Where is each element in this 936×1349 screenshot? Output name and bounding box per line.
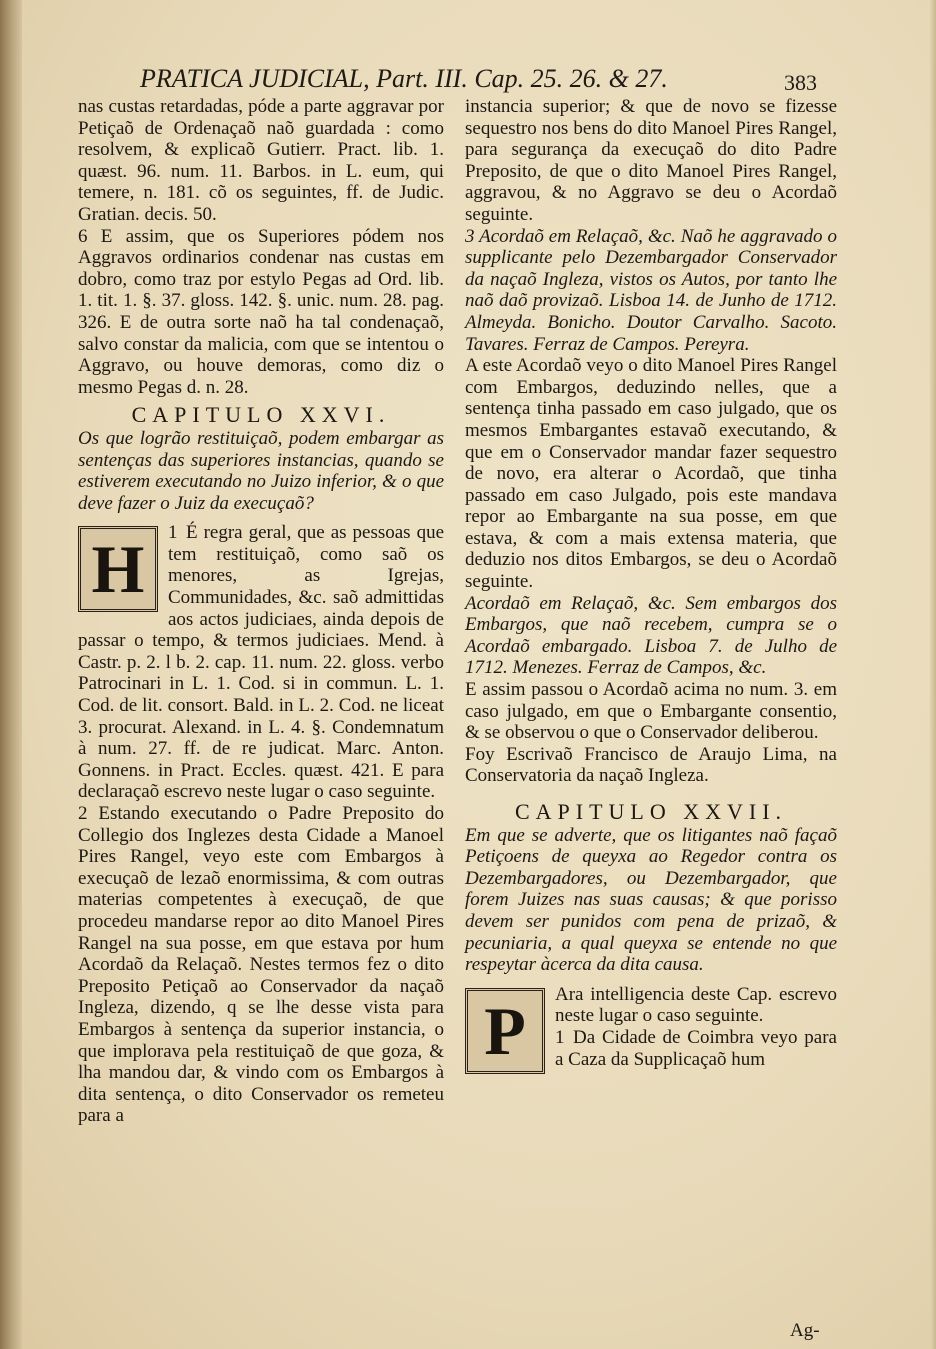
spacer: [465, 787, 837, 795]
chapter-27-intro-text: Ara intelligencia deste Cap. escrevo neste lugar o caso seguinte.: [555, 983, 837, 1027]
acordao-embargos-paragraph: Acordaõ em Relaçaõ, &c. Sem embargos dos Embargos, que naõ recebem, cumpra se o Acordaõ embargado. Lisboa 7. de Julho de 1712. Menezes. Ferraz de Campos, &c.: [465, 592, 837, 679]
left-column: [78, 96, 444, 1127]
paragraph-number: 1: [168, 522, 178, 544]
catchword: Ag-: [790, 1320, 820, 1341]
left-paragraph-continued: nas custas retardadas, póde a parte aggravar por Petiçaõ de Ordenaçaõ naõ guardada : como resolvem, & explicaõ Gutierr. Pract. lib. 1. quæst. 96. num. 11. Barbos. in L. eum, qui temere, n. 181. cõ os seguintes, ff. de Judic. Gratian. decis. 50.: [78, 96, 444, 225]
right-column: [465, 96, 837, 1076]
right-paragraph-continued: instancia superior; & que de novo se fizesse sequestro nos bens do dito Manoel Pires Rangel, para segurança da execuçaõ do dito Padre Preposito, de que o dito Manoel Pires Rangel, aggravou, & no Aggravo se deu o Acordaõ seguinte.: [465, 96, 837, 225]
drop-cap-ornament-icon: H: [78, 526, 158, 612]
chapter-26-summary: Os que logrão restituiçaõ, podem embargar as sentenças das superiores instancias, quando se estiverem executando no Juizo inferior, & o que deve fazer o Juiz da execuçaõ?: [78, 427, 444, 514]
left-paragraph-6: 6 E assim, que os Superiores pódem nos Aggravos ordinarios condenar nas custas em dobro, como traz por estylo Pegas ad Ord. lib. 1. tit. 1. §. 37. gloss. 142. §. unic. num. 28. pag. 326. E de outra sorte naõ ha tal condenaçaõ, salvo constar da malicia, com que se intentou o Aggravo, ou houve demoras, como diz o mesmo Pegas d. n. 28.: [78, 225, 444, 398]
paragraph-text: Da Cidade de Coimbra veyo para a Caza da Supplicaçaõ hum: [555, 1026, 837, 1070]
chapter-26-paragraph-1: [78, 522, 444, 803]
escrivao-paragraph: Foy Escrivaõ Francisco de Araujo Lima, na Conservatoria da naçaõ Ingleza.: [465, 743, 837, 787]
spacer: [465, 976, 837, 984]
assim-paragraph: E assim passou o Acordaõ acima no num. 3. em caso julgado, em que o Embargante consentio, & se observou o que o Conservador deliberou.: [465, 679, 837, 744]
chapter-27-title: CAPITULO XXVII.: [514, 799, 788, 824]
chapter-27-summary: Em que se adverte, que os litigantes naõ façaõ Petiçoens de queyxa ao Regedor contra os Dezembargadores, ou Dezembargador, que forem Juizes nas suas causas; & que porisso devem ser punidos com pena de prizaõ, & pecuniaria, a qual queyxa se entende no que respeytar àcerca da dita causa.: [465, 824, 837, 976]
book-binding-shadow: [0, 0, 22, 1349]
drop-cap-ornament-icon: P: [465, 988, 545, 1074]
chapter-26-title: CAPITULO XXVI.: [131, 402, 391, 428]
chapter-26-paragraph-2: 2 Estando executando o Padre Preposito do Collegio dos Inglezes desta Cidade a Manoel Pires Rangel, veyo este com Embargos à execuçaõ de lezaõ enormissima, & com outras materias competentes à execuçaõ, de que procedeu mandarse repor ao dito Manoel Pires Rangel na sua posse, em que estava por hum Acordaõ da Relaçaõ. Nestes termos fez o dito Preposito Petiçaõ ao Conservador da naçaõ Ingleza, dizendo, q se lhe desse vista para Embargos à sentença da superior instancia, o que implorava pela restituiçaõ de que goza, & lha mandou dar, & vindo com os Embargos à dita sentença, o dito Conservador os remeteu para a: [78, 803, 444, 1127]
page-number: 383: [784, 70, 817, 95]
running-header: PRATICA JUDICIAL, Part. III. Cap. 25. 26. & 27.: [140, 64, 668, 93]
chapter-27-intro: [465, 984, 837, 1070]
embargos-paragraph: A este Acordaõ veyo o dito Manoel Pires Rangel com Embargos, deduzindo nelles, que a sentença tinha passado em caso julgado, que os mesmos Embargantes estavaõ executando, & que em o Conservador mandar fazer sequestro de novo, era alterar o Acordaõ, que tinha passado em caso Julgado, pois este mandava repor ao Embargante na sua posse, em que estava, & com a mais extensa materia, que deduzio nos ditos Embargos, se deu o Acordaõ seguinte.: [465, 355, 837, 593]
paragraph-number: 1: [555, 1026, 565, 1048]
acordao-paragraph-3: 3 Acordaõ em Relaçaõ, &c. Naõ he aggravado o supplicante pelo Dezembargador Conservador da naçaõ Ingleza, vistos os Autos, por tanto lhe naõ daõ provizaõ. Lisboa 14. de Junho de 1712. Almeyda. Bonicho. Doutor Carvalho. Sacoto. Tavares. Ferraz de Campos. Pereyra.: [465, 225, 837, 355]
paragraph-text: É regra geral, que as pessoas que tem restituiçaõ, como saõ os menores, as Igrejas, Communidades, &c. saõ admittidas aos actos judiciaes, ainda depois de passar o tempo, & termos judiciaes. Mend. à Castr. p. 2. l b. 2. cap. 11. num. 22. gloss. verbo Patrocinari in L. 1. Cod. si in commun. L. 1. Cod. de lit. consort. Bald. in L. 2. Cod. ne liceat 3. procurat. Alexand. in L. 4. §. Condemnatum à num. 27. ff. de re judicat. Marc. Anton. Gonnens. in Pract. Eccles. quæst. 421. E para declaraçaõ escrevo neste lugar o caso seguinte.: [78, 522, 444, 803]
page-edge: [930, 0, 936, 1349]
